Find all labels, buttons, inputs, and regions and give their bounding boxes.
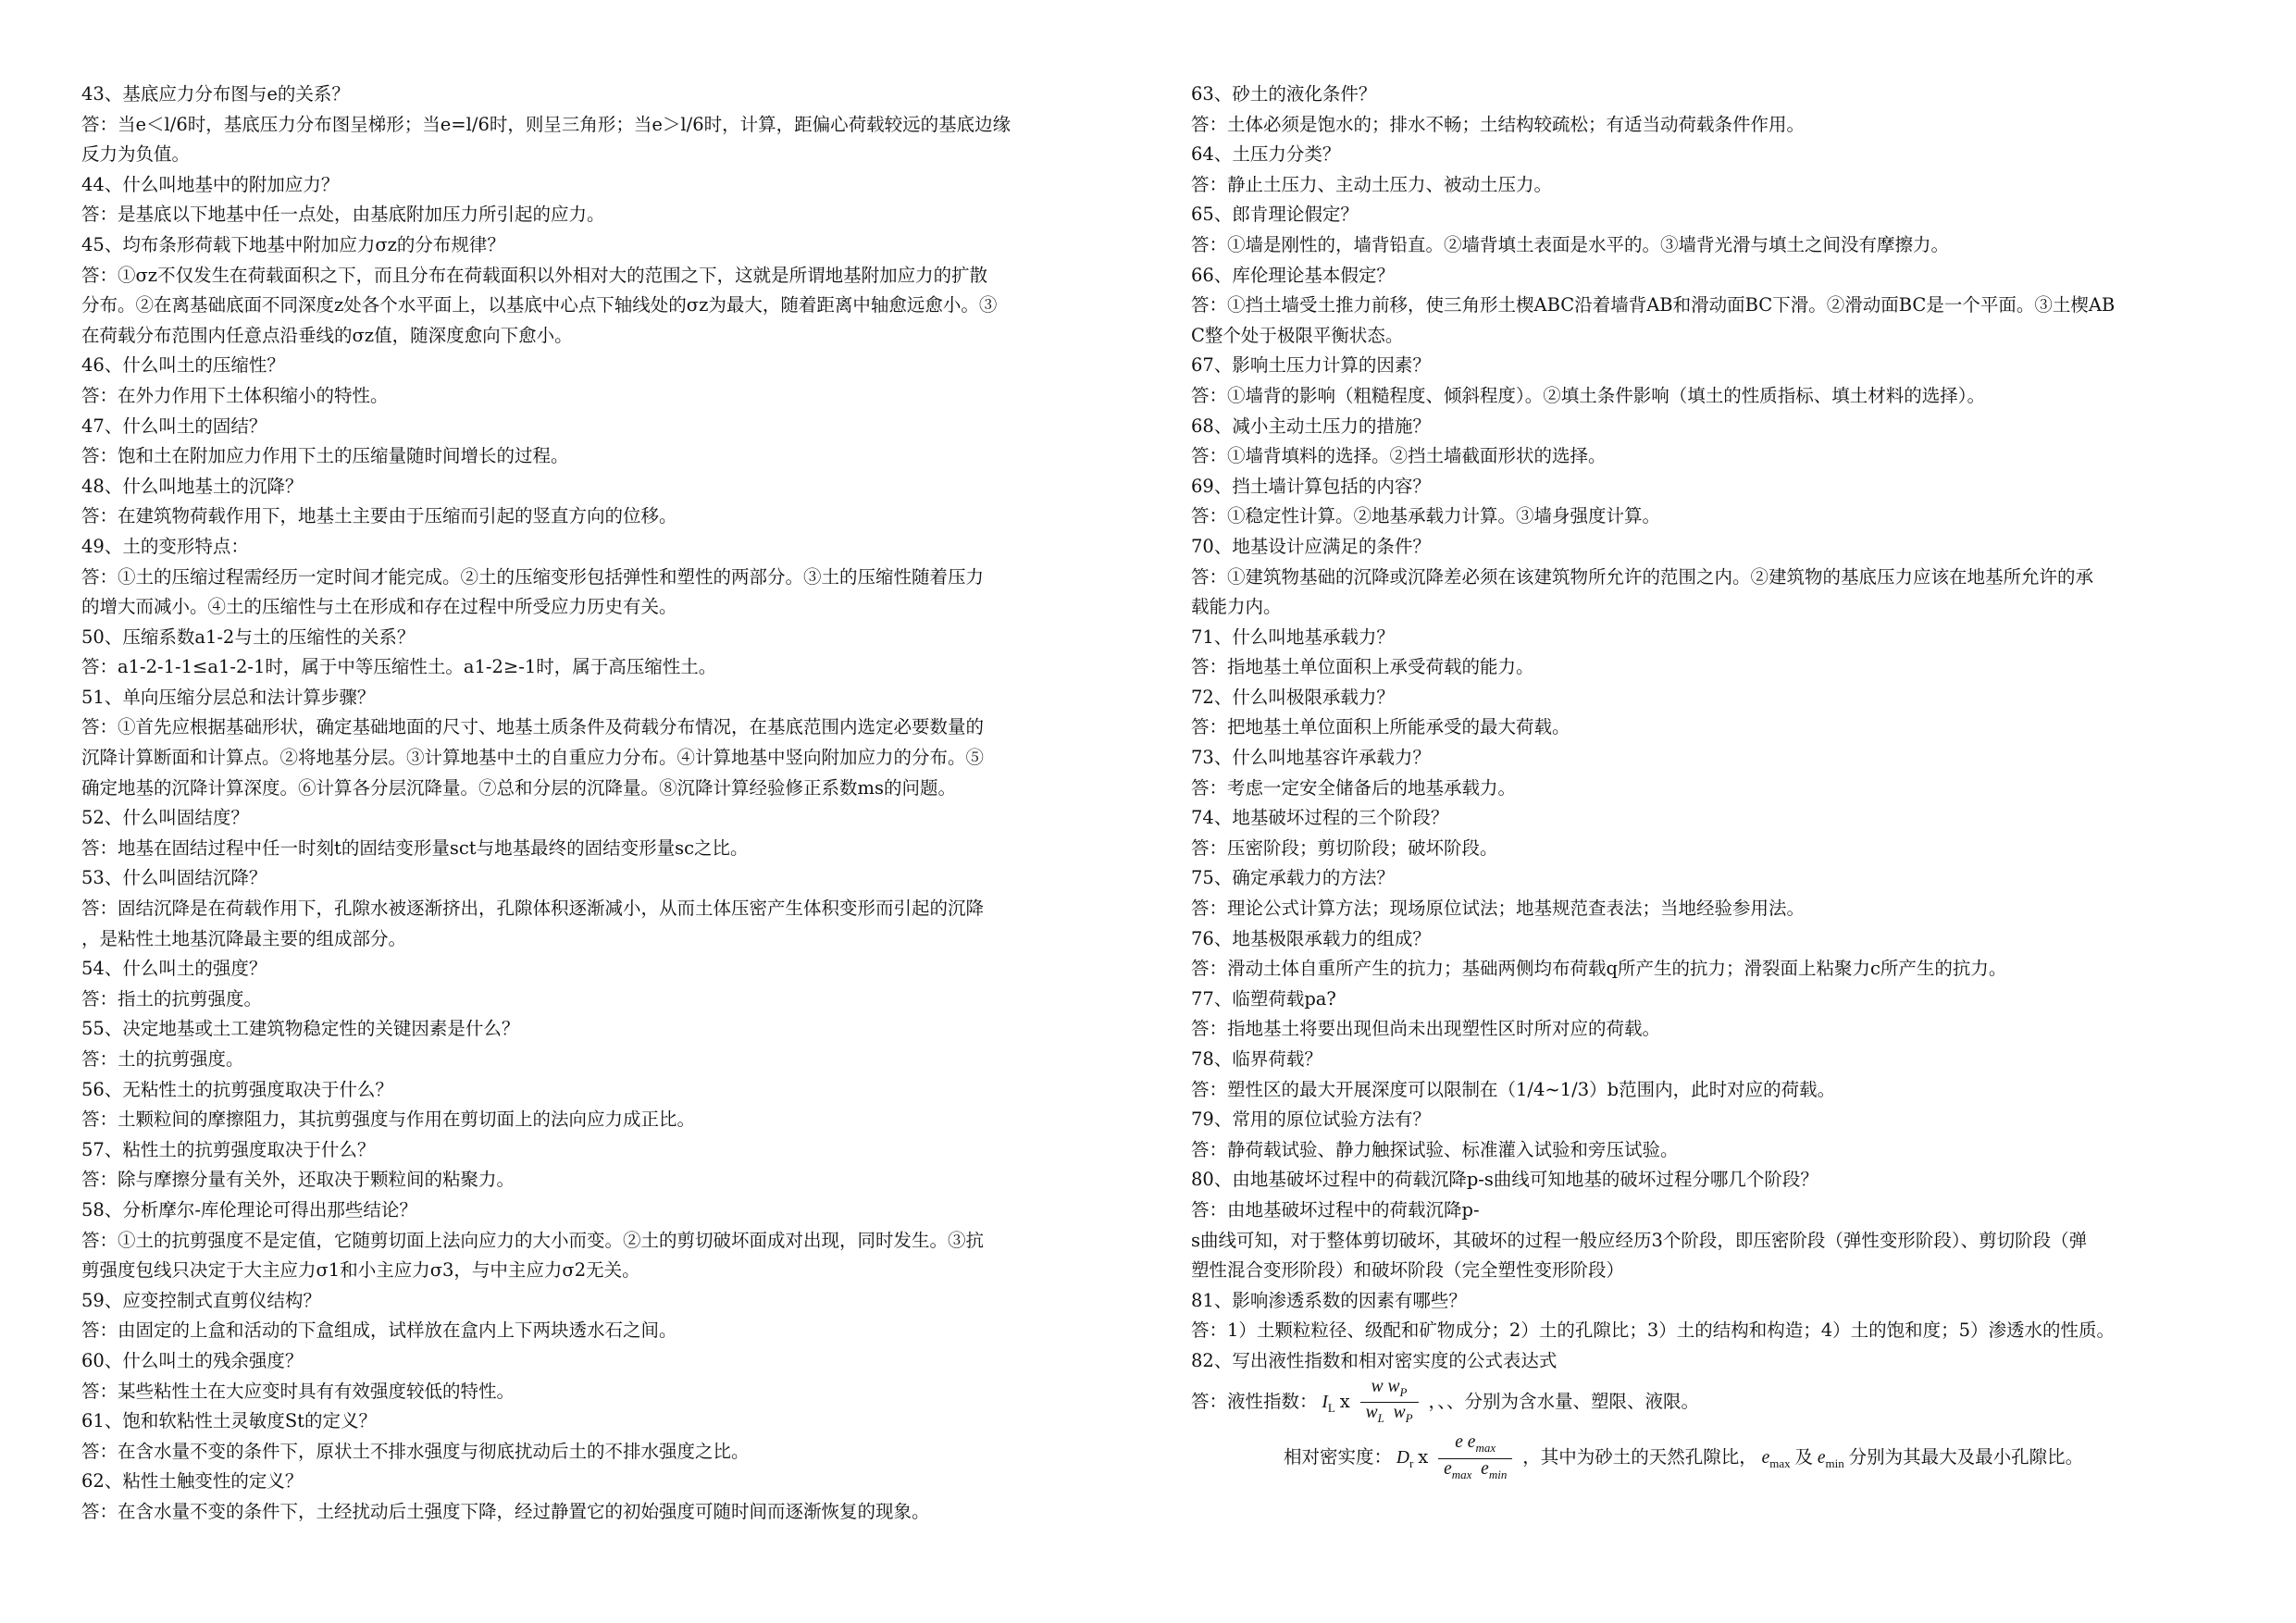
emin-subscript: min [1825, 1456, 1844, 1471]
denominator: $e_{max}$ $e_{min}$ [1444, 1459, 1508, 1482]
right-question-line: 66、库伦理论基本假定？ [1191, 264, 1395, 286]
left-text-line: 分布。②在离基础底面不同深度z处各个水平面上，以基底中心点下轴线处的σz为最大，随着距离中轴愈远愈小。③ [81, 294, 998, 316]
left-answer-line: 答：①σz不仅发生在荷载面积之下，而且分布在荷载面积以外相对大的范围之下，这就是所谓地基附加应力的扩散 [81, 264, 988, 286]
left-text-line: 剪强度包线只决定于大主应力σ1和小主应力σ3，与中主应力σ2无关。 [81, 1259, 640, 1282]
right-column [1191, 80, 2226, 1485]
right-question-line: 74、地基破坏过程的三个阶段？ [1191, 807, 1449, 829]
right-question-line: 79、常用的原位试验方法有？ [1191, 1109, 1431, 1131]
relative-density-formula [1191, 1432, 2226, 1485]
right-answer-line: 答：①墙是刚性的，墙背铅直。②墙背填土表面是水平的。③墙背光滑与填土之间没有摩擦力。 [1191, 233, 1950, 255]
right-answer-line: 答：把地基土单位面积上所能承受的最大荷载。 [1191, 716, 1570, 738]
left-question-line: 56、无粘性土的抗剪强度取决于什么？ [81, 1078, 393, 1100]
left-answer-line: 答：①首先应根据基础形状，确定基础地面的尺寸、地基土质条件及荷载分布情况，在基底范围内选定必要数量的 [81, 716, 985, 738]
formula-symbol: D [1396, 1448, 1409, 1468]
right-answer-line: 答：土体必须是饱水的；排水不畅；土结构较疏松；有适当动荷载条件作用。 [1191, 113, 1806, 135]
formula-operator: ⅹ [1418, 1448, 1429, 1468]
numerator: e $e_{max}$ [1438, 1432, 1512, 1459]
emax-subscript: max [1769, 1456, 1791, 1471]
right-question-line: 71、什么叫地基承载力？ [1191, 626, 1395, 648]
right-answer-line: 答：压密阶段；剪切阶段；破坏阶段。 [1191, 836, 1498, 859]
right-answer-line: 答：1）土颗粒粒径、级配和矿物成分；2）土的孔隙比；3）土的结构和构造；4）土的饱和度；5）渗透水的性质。 [1191, 1319, 2116, 1342]
right-answer-line: 答：①墙背填料的选择。②挡土墙截面形状的选择。 [1191, 445, 1607, 467]
left-question-line: 54、什么叫土的强度？ [81, 958, 267, 980]
right-question-line: 76、地基极限承载力的组成？ [1191, 927, 1431, 949]
formula-description-end: 分别为其最大及最小孔隙比。 [1848, 1448, 2084, 1468]
left-answer-line: 答：由固定的上盒和活动的下盒组成，试样放在盒内上下两块透水石之间。 [81, 1319, 677, 1342]
right-question-line: 70、地基设计应满足的条件？ [1191, 535, 1431, 557]
right-answer-line: 答：①建筑物基础的沉降或沉降差必须在该建筑物所允许的范围之内。②建筑物的基底压力应该在地基所允许的承 [1191, 565, 2094, 588]
left-answer-line: 答：在含水量不变的条件下，原状土不排水强度与彻底扰动后土的不排水强度之比。 [81, 1440, 750, 1462]
right-question-line: 73、什么叫地基容许承载力？ [1191, 747, 1431, 769]
right-question-line: 82、写出液性指数和相对密实度的公式表达式 [1191, 1349, 1558, 1371]
right-text-line: 载能力内。 [1191, 596, 1282, 618]
left-answer-line: 答：固结沉降是在荷载作用下，孔隙水被逐渐挤出，孔隙体积逐渐减小，从而土体压密产生体积变形而引起的沉降 [81, 898, 985, 920]
right-question-line: 68、减小主动土压力的措施？ [1191, 415, 1431, 437]
left-text-line: 沉降计算断面和计算点。②将地基分层。③计算地基中土的自重应力分布。④计算地基中竖向附加应力的分布。⑤ [81, 747, 985, 769]
right-answer-line: 答：滑动土体自重所产生的抗力；基础两侧均布荷载q所产生的抗力；滑裂面上粘聚力c所产生的抗力。 [1191, 958, 2007, 980]
right-answer-line: 答：塑性区的最大开展深度可以限制在（1/4~1/3）b范围内，此时对应的荷载。 [1191, 1078, 1836, 1100]
right-question-line: 81、影响渗透系数的因素有哪些？ [1191, 1289, 1467, 1311]
left-text-line: ，是粘性土地基沉降最主要的组成部分。 [81, 927, 407, 949]
left-question-line: 58、分析摩尔-库伦理论可得出那些结论？ [81, 1198, 417, 1220]
left-question-line: 52、什么叫固结度？ [81, 807, 249, 829]
left-answer-line: 答：地基在固结过程中任一时刻t的固结变形量sct与地基最终的固结变形量sc之比。 [81, 836, 749, 859]
left-answer-line: 答：a1-2-1-1≤a1-2-1时，属于中等压缩性土。a1-2≥-1时，属于高压缩性土。 [81, 656, 717, 678]
left-text-line: 的增大而减小。④土的压缩性与土在形成和存在过程中所受应力历史有关。 [81, 596, 677, 618]
left-question-line: 53、什么叫固结沉降？ [81, 867, 267, 889]
right-question-line: 65、郎肯理论假定？ [1191, 204, 1359, 226]
left-column [81, 80, 1116, 1528]
left-question-line: 44、什么叫地基中的附加应力？ [81, 173, 340, 195]
fraction [1438, 1432, 1512, 1485]
right-answer-line: 答：静止土压力、主动土压力、被动土压力。 [1191, 173, 1553, 195]
left-text-line: 在荷载分布范围内任意点沿垂线的σz值，随深度愈向下愈小。 [81, 324, 573, 346]
left-answer-line: 答：在外力作用下土体积缩小的特性。 [81, 384, 389, 406]
formula-label: 相对密实度： [1284, 1448, 1393, 1468]
left-answer-line: 答：①土的压缩过程需经历一定时间才能完成。②土的压缩变形包括弹性和塑性的两部分。③土的压缩性随着压力 [81, 565, 985, 588]
formula-description: ，、、分别为含水量、塑限、液限。 [1428, 1392, 1699, 1412]
liquidity-index-formula [1191, 1377, 2226, 1430]
right-answer-line: 答：指地基土单位面积上承受荷载的能力。 [1191, 656, 1534, 678]
right-question-line: 77、临塑荷载pa? [1191, 987, 1336, 1010]
left-answer-line: 答：指土的抗剪强度。 [81, 987, 263, 1010]
right-question-line: 80、由地基破坏过程中的荷载沉降p-s曲线可知地基的破坏过程分哪几个阶段？ [1191, 1169, 1818, 1191]
left-answer-line: 答：①土的抗剪强度不是定值，它随剪切面上法向应力的大小而变。②土的剪切破坏面成对出现，同时发生。③抗 [81, 1229, 985, 1251]
left-question-line: 43、基底应力分布图与e的关系？ [81, 83, 350, 105]
right-question-line: 78、临界荷载？ [1191, 1048, 1322, 1070]
formula-operator: ⅹ [1339, 1392, 1350, 1412]
formula-symbol: I [1322, 1392, 1328, 1412]
right-answer-line: 答：指地基土将要出现但尚未出现塑性区时所对应的荷载。 [1191, 1018, 1661, 1040]
right-text-line: C整个处于极限平衡状态。 [1191, 324, 1404, 346]
right-answer-line: 答：由地基破坏过程中的荷载沉降p- [1191, 1198, 1480, 1220]
left-question-line: 61、饱和软粘性土灵敏度St的定义？ [81, 1410, 378, 1432]
right-question-line: 63、砂土的液化条件？ [1191, 83, 1377, 105]
left-answer-line: 答：饱和土在附加应力作用下土的压缩量随时间增长的过程。 [81, 445, 569, 467]
emax-symbol: e [1761, 1448, 1770, 1468]
formula-subscript: L [1327, 1400, 1335, 1415]
left-answer-line: 答：当e＜l/6时，基底压力分布图呈梯形；当e=l/6时，则呈三角形；当e＞l/6时，计算，距偏心荷载较远的基底边缘 [81, 113, 1011, 135]
fraction [1360, 1377, 1419, 1430]
left-question-line: 57、粘性土的抗剪强度取决于什么？ [81, 1138, 376, 1160]
left-question-line: 46、什么叫土的压缩性？ [81, 354, 285, 377]
right-question-line: 75、确定承载力的方法？ [1191, 867, 1395, 889]
left-question-line: 50、压缩系数a1-2与土的压缩性的关系？ [81, 626, 416, 648]
right-question-line: 67、影响土压力计算的因素？ [1191, 354, 1431, 377]
left-text-line: 反力为负值。 [81, 143, 191, 166]
formula-label: 答：液性指数： [1191, 1392, 1318, 1412]
left-answer-line: 答：是基底以下地基中任一点处，由基底附加压力所引起的应力。 [81, 204, 605, 226]
right-answer-line: 答：静荷载试验、静力触探试验、标准灌入试验和旁压试验。 [1191, 1138, 1679, 1160]
left-question-line: 59、应变控制式直剪仪结构？ [81, 1289, 321, 1311]
right-question-line: 69、挡土墙计算包括的内容？ [1191, 475, 1431, 497]
left-text-line: 确定地基的沉降计算深度。⑥计算各分层沉降量。⑦总和分层的沉降量。⑧沉降计算经验修正系数ms的问题。 [81, 776, 956, 799]
formula-subscript: r [1409, 1456, 1414, 1471]
right-answer-line: 答：①挡土墙受土推力前移，使三角形土楔ABC沿着墙背AB和滑动面BC下滑。②滑动面BC是一个平面。③土楔AB [1191, 294, 2116, 316]
right-text-line: 塑性混合变形阶段）和破坏阶段（完全塑性变形阶段） [1191, 1259, 1625, 1282]
right-text-line: s曲线可知，对于整体剪切破坏，其破坏的过程一般应经历3个阶段，即压密阶段（弹性变形阶段）、剪切阶段（弹 [1191, 1229, 2088, 1251]
formula-conjunction: 及 [1794, 1448, 1814, 1468]
left-answer-line: 答：土的抗剪强度。 [81, 1048, 244, 1070]
right-answer-line: 答：理论公式计算方法；现场原位试法；地基规范查表法；当地经验参用法。 [1191, 898, 1806, 920]
numerator: w $w_P$ [1360, 1377, 1419, 1404]
left-question-line: 60、什么叫土的残余强度？ [81, 1349, 304, 1371]
left-question-line: 45、均布条形荷载下地基中附加应力σz的分布规律？ [81, 233, 505, 255]
left-question-line: 48、什么叫地基土的沉降？ [81, 475, 304, 497]
formula-description: ，其中为砂土的天然孔隙比， [1522, 1448, 1757, 1468]
left-question-line: 47、什么叫土的固结？ [81, 415, 267, 437]
left-answer-line: 答：除与摩擦分量有关外，还取决于颗粒间的粘聚力。 [81, 1169, 515, 1191]
right-question-line: 64、土压力分类？ [1191, 143, 1341, 166]
denominator: $w_L$ $w_P$ [1365, 1403, 1413, 1426]
right-answer-line: 答：考虑一定安全储备后的地基承载力。 [1191, 776, 1517, 799]
left-answer-line: 答：土颗粒间的摩擦阻力，其抗剪强度与作用在剪切面上的法向应力成正比。 [81, 1109, 696, 1131]
left-question-line: 51、单向压缩分层总和法计算步骤？ [81, 686, 376, 708]
right-answer-line: 答：①墙背的影响（粗糙程度、倾斜程度）。②填土条件影响（填土的性质指标、填土材料的选择）。 [1191, 384, 1986, 406]
left-answer-line: 答：在含水量不变的条件下，土经扰动后土强度下降，经过静置它的初始强度可随时间而逐渐恢复的现象。 [81, 1500, 930, 1522]
right-answer-line: 答：①稳定性计算。②地基承载力计算。③墙身强度计算。 [1191, 505, 1661, 527]
left-question-line: 55、决定地基或土工建筑物稳定性的关键因素是什么？ [81, 1018, 520, 1040]
left-question-line: 62、粘性土触变性的定义？ [81, 1470, 304, 1493]
left-answer-line: 答：在建筑物荷载作用下，地基土主要由于压缩而引起的竖直方向的位移。 [81, 505, 677, 527]
right-question-line: 72、什么叫极限承载力？ [1191, 686, 1395, 708]
emin-symbol: e [1817, 1448, 1826, 1468]
left-question-line: 49、土的变形特点： [81, 535, 249, 557]
left-answer-line: 答：某些粘性土在大应变时具有有效强度较低的特性。 [81, 1380, 515, 1402]
